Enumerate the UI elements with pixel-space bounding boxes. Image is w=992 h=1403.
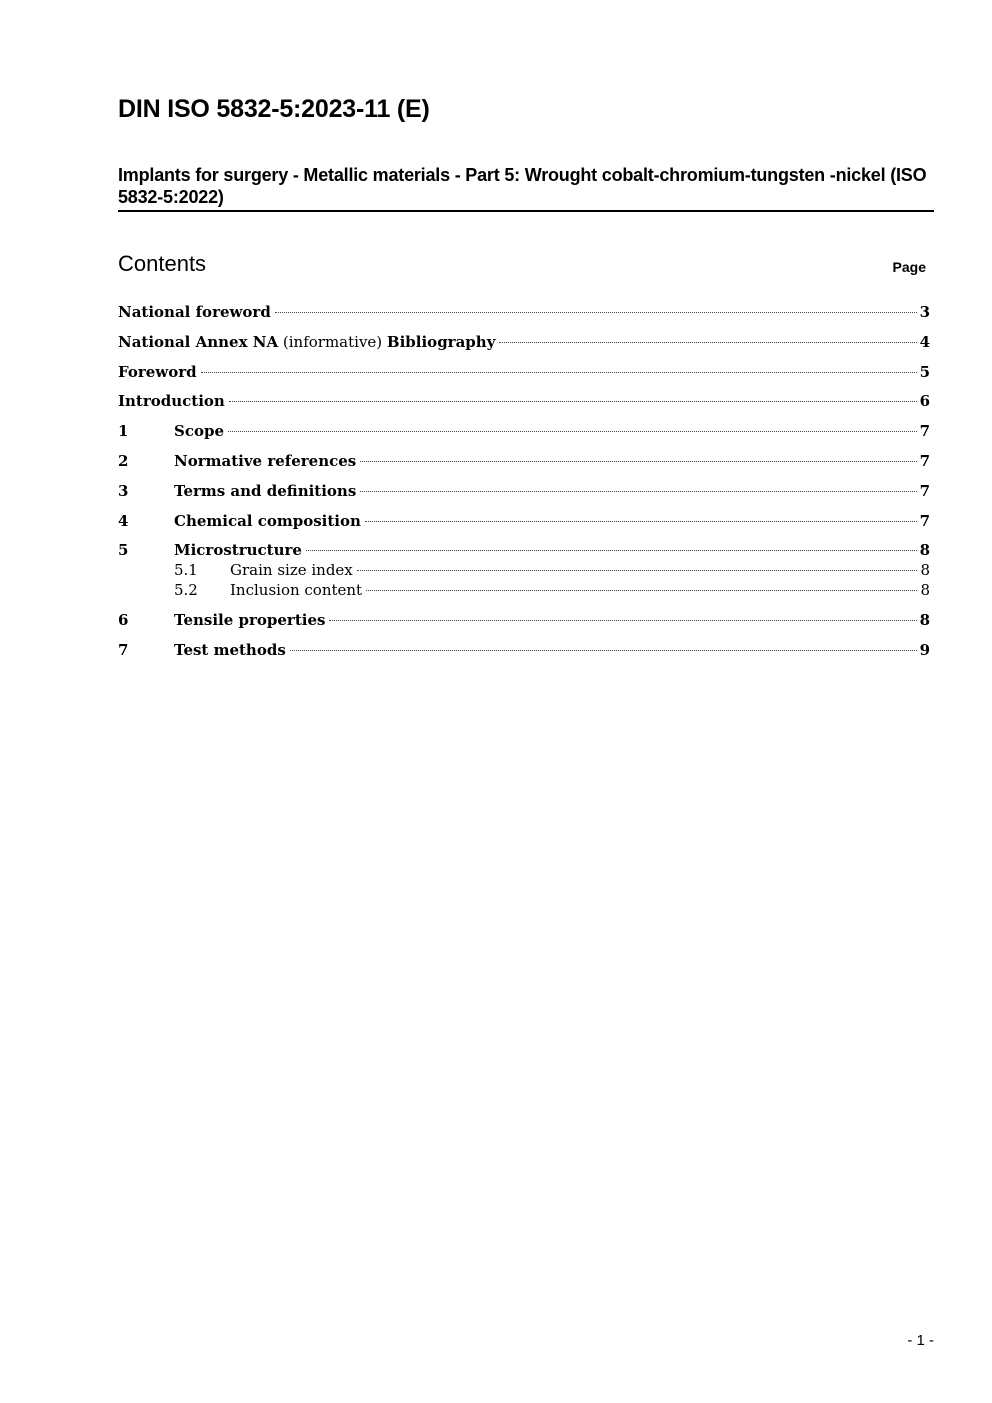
toc-entry-normative-references[interactable]: [118, 451, 930, 471]
toc-leader-dots: [360, 461, 916, 462]
toc-entry-number: 5.2: [174, 581, 198, 600]
toc-leader-dots: [201, 372, 917, 373]
toc-entry-page: 8: [920, 561, 930, 580]
toc-entry-number: 4: [118, 511, 129, 530]
toc-leader-dots: [360, 491, 916, 492]
toc-entry-label: Microstructure: [174, 541, 302, 560]
title-divider: [118, 210, 934, 212]
toc-entry-page: 5: [919, 362, 930, 381]
toc-entry-label: Chemical composition: [174, 511, 361, 530]
toc-entry-national-annex[interactable]: [118, 332, 930, 352]
annex-subject: Bibliography: [386, 332, 496, 351]
toc-leader-dots: [365, 521, 917, 522]
toc-entry-page: 7: [919, 451, 930, 470]
toc-leader-dots: [228, 431, 917, 432]
toc-leader-dots: [366, 590, 917, 591]
toc-entry-number: 1: [118, 422, 129, 441]
toc-entry-label: Test methods: [174, 640, 286, 659]
toc-entry-number: 2: [118, 451, 129, 470]
document-title: DIN ISO 5832-5:2023-11 (E): [118, 95, 430, 123]
toc-entry-label: National foreword: [118, 303, 271, 321]
toc-entry-label: Introduction: [118, 392, 225, 411]
toc-entry-label: Scope: [174, 422, 225, 441]
toc-entry-label: Inclusion content: [230, 581, 363, 600]
toc-entry-page: 8: [919, 541, 930, 560]
toc-leader-dots: [357, 570, 918, 571]
toc-entry-page: 4: [919, 332, 930, 351]
toc-entry-page: 7: [919, 481, 930, 500]
annex-title: National Annex NA: [118, 332, 279, 351]
toc-leader-dots: [229, 401, 917, 402]
toc-leader-dots: [306, 550, 917, 551]
toc-entry-page: 7: [919, 511, 930, 530]
page-column-label: Page: [892, 259, 926, 275]
toc-leader-dots: [329, 620, 916, 621]
toc-entry-label: Foreword: [118, 362, 197, 381]
toc-entry-number: 3: [118, 481, 129, 500]
page-number: - 1 -: [907, 1332, 934, 1349]
toc-entry-label: Grain size index: [230, 561, 353, 580]
toc-entry-page: 6: [919, 392, 930, 411]
toc-entry-number: 6: [118, 611, 129, 630]
toc-entry-page: 8: [920, 581, 930, 600]
toc-leader-dots: [275, 312, 917, 313]
toc-entry-national-foreword[interactable]: [118, 302, 930, 322]
toc-entry-test-methods[interactable]: [118, 640, 930, 660]
toc-entry-label: [118, 332, 495, 352]
toc-entry-scope[interactable]: [118, 421, 930, 441]
toc-entry-number: 5: [118, 541, 129, 560]
toc-entry-number: 5.1: [174, 561, 198, 580]
toc-entry-label: Normative references: [174, 451, 357, 470]
toc-entry-page: 8: [919, 611, 930, 630]
toc-entry-chemical-composition[interactable]: [118, 511, 930, 531]
toc-entry-foreword[interactable]: [118, 362, 930, 382]
toc-entry-terms-and-definitions[interactable]: [118, 481, 930, 501]
toc-entry-inclusion-content[interactable]: [118, 580, 930, 600]
toc-entry-number: 7: [118, 640, 129, 659]
toc-entry-tensile-properties[interactable]: [118, 610, 930, 630]
table-of-contents: [118, 302, 930, 670]
contents-heading: Contents: [118, 251, 207, 276]
toc-entry-label: Terms and definitions: [174, 481, 357, 500]
toc-entry-microstructure[interactable]: [118, 540, 930, 560]
toc-entry-page: 7: [919, 422, 930, 441]
annex-qualifier: (informative): [278, 332, 387, 351]
toc-entry-page: 3: [919, 303, 930, 321]
toc-leader-dots: [499, 342, 916, 343]
document-subtitle: Implants for surgery - Metallic materials - Part 5: Wrought cobalt-chromium-tungsten -nickel (ISO 5832-5:2022): [118, 165, 927, 207]
toc-leader-dots: [290, 650, 917, 651]
toc-entry-introduction[interactable]: [118, 391, 930, 411]
toc-entry-page: 9: [919, 640, 930, 659]
toc-entry-grain-size-index[interactable]: [118, 560, 930, 580]
toc-entry-label: Tensile properties: [174, 611, 326, 630]
